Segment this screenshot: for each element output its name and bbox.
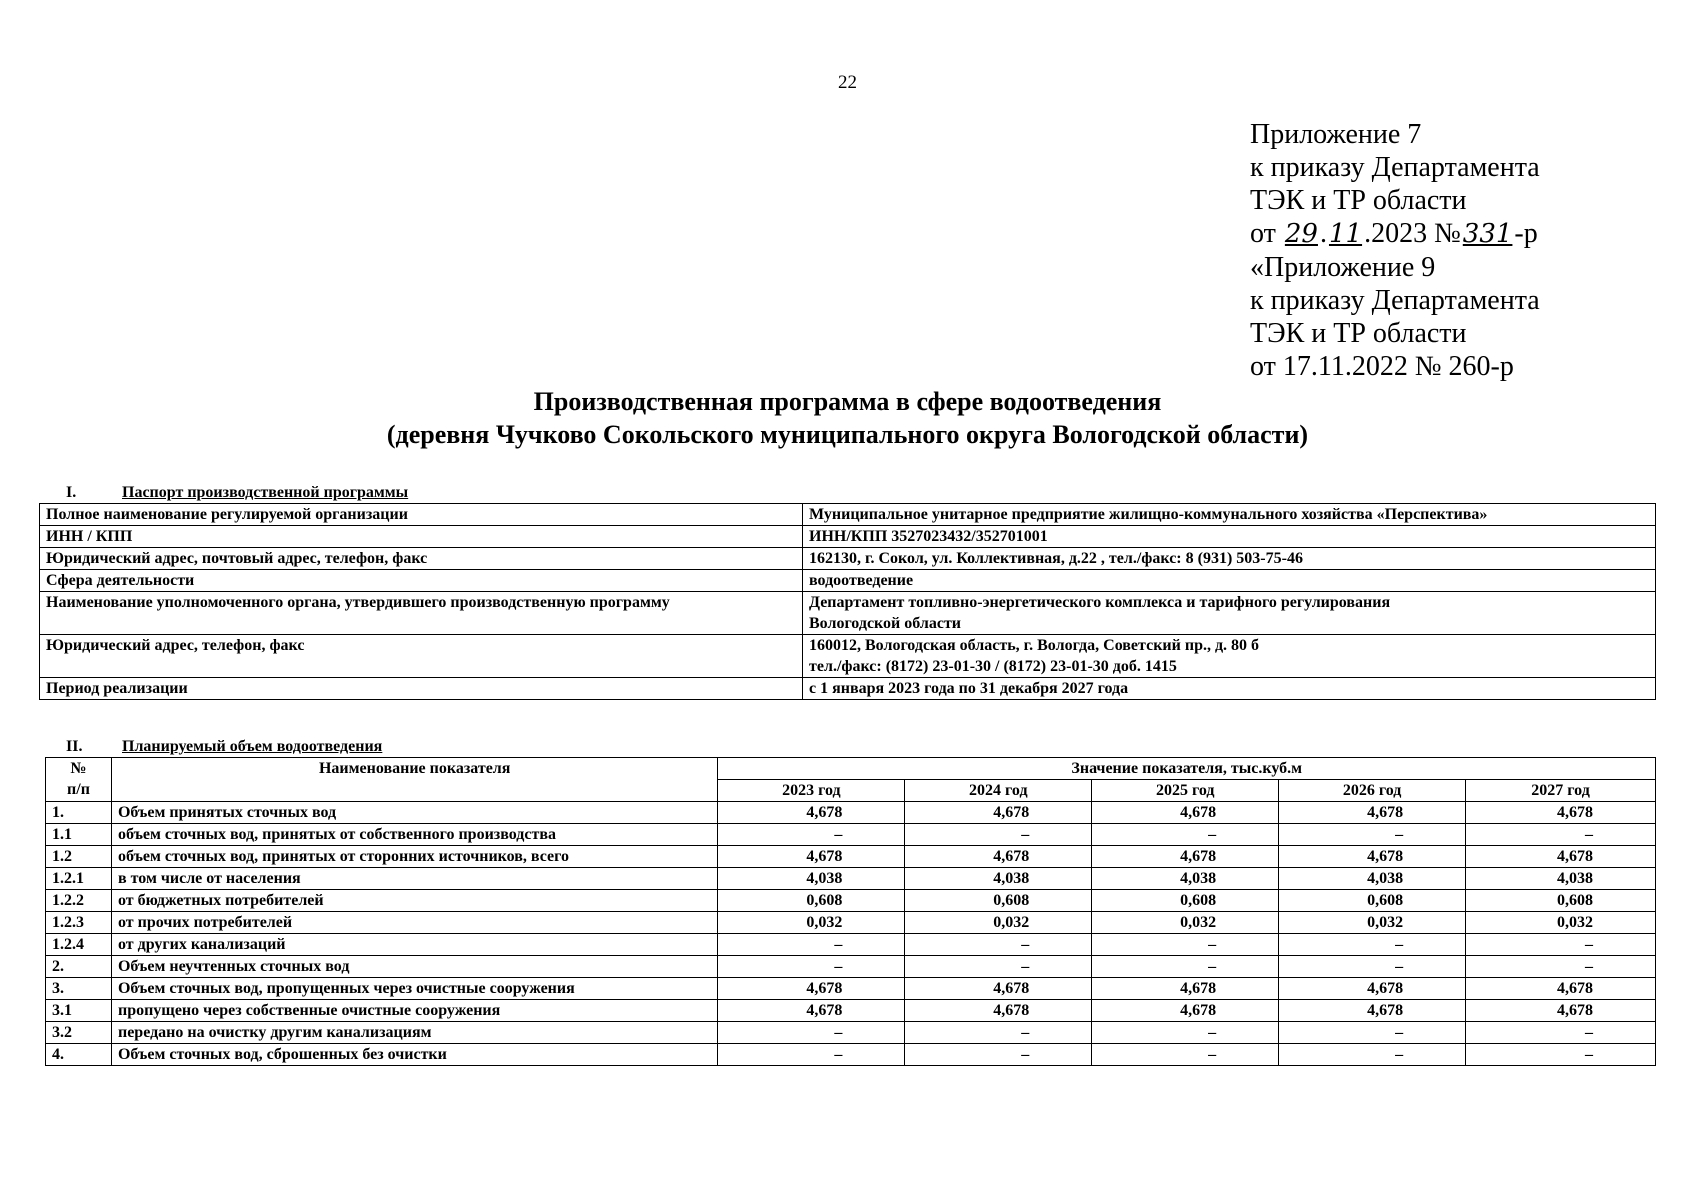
row-value: 4,038 (1466, 868, 1656, 890)
row-value: 0,032 (718, 912, 905, 934)
row-value: – (1092, 1022, 1279, 1044)
section-title: Паспорт производственной программы (122, 484, 409, 501)
header-indicator-name: Наименование показателя (111, 758, 717, 802)
appendix-date-line: от 29.11.2023 №331-р (1250, 218, 1538, 249)
row-value: 4,678 (1466, 802, 1656, 824)
passport-row (40, 548, 1656, 570)
row-value: 4,678 (905, 846, 1092, 868)
table-row (46, 934, 1656, 956)
header-year: 2027 год (1466, 780, 1656, 802)
row-number: 1.2.3 (46, 912, 112, 934)
row-value: – (1092, 1044, 1279, 1066)
row-value: – (718, 824, 905, 846)
table-row (46, 1000, 1656, 1022)
passport-row (40, 678, 1656, 700)
page-number: 22 (838, 72, 857, 93)
row-value: – (905, 956, 1092, 978)
passport-row (40, 504, 1656, 526)
passport-key: Полное наименование регулируемой организации (40, 504, 803, 526)
row-value: – (905, 1022, 1092, 1044)
passport-value (803, 678, 1656, 700)
row-value: 4,678 (1279, 802, 1466, 824)
row-value: – (718, 934, 905, 956)
appendix-date-prefix: от (1250, 218, 1276, 249)
row-value: 4,678 (718, 802, 905, 824)
row-value: 4,678 (718, 978, 905, 1000)
document-title: Производственная программа в сфере водоотведения (533, 387, 1162, 416)
appendix-block (1250, 118, 1540, 383)
handwritten-day: 29 (1284, 219, 1318, 249)
handwritten-month: 11 (1328, 219, 1363, 249)
passport-value (803, 526, 1656, 548)
header-value: Значение показателя, тыс.куб.м (718, 758, 1656, 780)
row-value: 4,678 (1466, 1000, 1656, 1022)
document-subtitle: (деревня Чучково Сокольского муниципального округа Вологодской области) (386, 420, 1309, 449)
passport-row (40, 635, 1656, 678)
row-number: 1.2.1 (46, 868, 112, 890)
header-year: 2024 год (905, 780, 1092, 802)
passport-value-line: ИНН/КПП 3527023432/352701001 (809, 528, 1048, 545)
passport-key: Юридический адрес, почтовый адрес, телефон, факс (40, 548, 803, 570)
section-heading-passport (66, 484, 408, 502)
table-row (46, 1044, 1656, 1066)
row-number: 3.2 (46, 1022, 112, 1044)
passport-key: Наименование уполномоченного органа, утвердившего производственную программу (40, 592, 803, 635)
passport-key: Сфера деятельности (40, 570, 803, 592)
passport-value (803, 635, 1656, 678)
header-number: № п/п (46, 758, 112, 802)
row-value: 4,678 (718, 1000, 905, 1022)
passport-value-line: тел./факс: (8172) 23-01-30 / (8172) 23-01-30 доб. 1415 (809, 658, 1177, 675)
row-indicator-name: передано на очистку другим канализациям (111, 1022, 717, 1044)
row-value: 0,608 (905, 890, 1092, 912)
row-value: 4,678 (905, 802, 1092, 824)
section-number: I. (66, 484, 77, 501)
header-year: 2025 год (1092, 780, 1279, 802)
appendix-line: ТЭК и ТР области (1250, 185, 1467, 216)
row-value: 0,032 (1466, 912, 1656, 934)
table-row (46, 912, 1656, 934)
row-number: 1.2 (46, 846, 112, 868)
row-value: 4,678 (718, 846, 905, 868)
row-value: 0,608 (1092, 890, 1279, 912)
passport-value-line: водоотведение (809, 572, 914, 589)
row-value: 4,038 (718, 868, 905, 890)
row-value: 4,678 (1279, 1000, 1466, 1022)
passport-table (39, 503, 1656, 700)
table-row (46, 846, 1656, 868)
row-indicator-name: в том числе от населения (111, 868, 717, 890)
volume-table (45, 757, 1656, 1066)
passport-value (803, 570, 1656, 592)
passport-value (803, 592, 1656, 635)
row-value: – (1092, 934, 1279, 956)
row-value: – (1466, 824, 1656, 846)
row-value: – (718, 1022, 905, 1044)
appendix-date-year: .2023 № (1364, 218, 1461, 249)
table-row (46, 1022, 1656, 1044)
row-value: – (1279, 1022, 1466, 1044)
row-value: 4,678 (905, 978, 1092, 1000)
row-value: 4,678 (1092, 846, 1279, 868)
passport-value-line: Вологодской области (809, 615, 962, 632)
row-value: 4,678 (905, 1000, 1092, 1022)
row-number: 3. (46, 978, 112, 1000)
table-row (46, 802, 1656, 824)
appendix-line: ТЭК и ТР области (1250, 318, 1467, 349)
row-indicator-name: Объем неучтенных сточных вод (111, 956, 717, 978)
passport-key: Период реализации (40, 678, 803, 700)
row-value: – (1279, 956, 1466, 978)
row-number: 1.1 (46, 824, 112, 846)
row-indicator-name: от бюджетных потребителей (111, 890, 717, 912)
row-value: 4,678 (1092, 802, 1279, 824)
header-year: 2023 год (718, 780, 905, 802)
row-value: – (1279, 934, 1466, 956)
passport-row (40, 592, 1656, 635)
row-value: – (718, 956, 905, 978)
header-year: 2026 год (1279, 780, 1466, 802)
row-value: – (1279, 824, 1466, 846)
section-heading-volume (66, 738, 382, 756)
table-row (46, 890, 1656, 912)
appendix-date-suffix: -р (1514, 218, 1538, 249)
row-value: 4,038 (905, 868, 1092, 890)
table-row (46, 956, 1656, 978)
appendix-line: от 17.11.2022 № 260-р (1250, 351, 1514, 382)
passport-row (40, 570, 1656, 592)
passport-value (803, 548, 1656, 570)
row-value: 4,678 (1092, 978, 1279, 1000)
row-value: 4,678 (1279, 978, 1466, 1000)
passport-value (803, 504, 1656, 526)
table-row (46, 824, 1656, 846)
row-value: – (1092, 824, 1279, 846)
table-row (46, 978, 1656, 1000)
row-number: 2. (46, 956, 112, 978)
appendix-line: «Приложение 9 (1250, 252, 1436, 283)
section-title: Планируемый объем водоотведения (122, 738, 383, 755)
row-value: – (718, 1044, 905, 1066)
row-value: 4,678 (1092, 1000, 1279, 1022)
row-indicator-name: объем сточных вод, принятых от собственного производства (111, 824, 717, 846)
passport-value-line: с 1 января 2023 года по 31 декабря 2027 года (809, 680, 1129, 697)
row-number: 1. (46, 802, 112, 824)
row-indicator-name: Объем сточных вод, пропущенных через очистные сооружения (111, 978, 717, 1000)
section-number: II. (66, 738, 83, 755)
row-number: 3.1 (46, 1000, 112, 1022)
row-value: 4,038 (1092, 868, 1279, 890)
row-value: – (905, 1044, 1092, 1066)
passport-key: ИНН / КПП (40, 526, 803, 548)
row-number: 1.2.4 (46, 934, 112, 956)
row-value: 0,608 (1466, 890, 1656, 912)
row-value: 4,038 (1279, 868, 1466, 890)
row-indicator-name: пропущено через собственные очистные сооружения (111, 1000, 717, 1022)
handwritten-order-number: 331 (1462, 219, 1513, 249)
row-number: 4. (46, 1044, 112, 1066)
row-value: 4,678 (1466, 978, 1656, 1000)
passport-key: Юридический адрес, телефон, факс (40, 635, 803, 678)
row-indicator-name: объем сточных вод, принятых от сторонних источников, всего (111, 846, 717, 868)
appendix-line: Приложение 7 (1250, 119, 1422, 150)
row-value: 0,032 (1279, 912, 1466, 934)
row-value: 0,032 (905, 912, 1092, 934)
passport-value-line: 162130, г. Сокол, ул. Коллективная, д.22 , тел./факс: 8 (931) 503-75-46 (809, 550, 1303, 567)
row-value: 0,032 (1092, 912, 1279, 934)
appendix-line: к приказу Департамента (1250, 285, 1540, 316)
row-value: 0,608 (1279, 890, 1466, 912)
row-value: – (1466, 956, 1656, 978)
row-value: – (1466, 1044, 1656, 1066)
row-value: – (1092, 956, 1279, 978)
table-row (46, 868, 1656, 890)
row-number: 1.2.2 (46, 890, 112, 912)
row-indicator-name: Объем принятых сточных вод (111, 802, 717, 824)
row-indicator-name: Объем сточных вод, сброшенных без очистки (111, 1044, 717, 1066)
row-value: – (1279, 1044, 1466, 1066)
row-value: 4,678 (1466, 846, 1656, 868)
row-value: – (1466, 1022, 1656, 1044)
passport-value-line: 160012, Вологодская область, г. Вологда, Советский пр., д. 80 б (809, 637, 1260, 654)
row-value: 0,608 (718, 890, 905, 912)
passport-value-line: Муниципальное унитарное предприятие жилищно-коммунального хозяйства «Перспектива» (809, 506, 1488, 523)
row-value: – (905, 934, 1092, 956)
row-indicator-name: от других канализаций (111, 934, 717, 956)
row-value: – (905, 824, 1092, 846)
passport-row (40, 526, 1656, 548)
appendix-line: к приказу Департамента (1250, 152, 1540, 183)
row-indicator-name: от прочих потребителей (111, 912, 717, 934)
passport-value-line: Департамент топливно-энергетического комплекса и тарифного регулирования (809, 594, 1391, 611)
row-value: 4,678 (1279, 846, 1466, 868)
row-value: – (1466, 934, 1656, 956)
